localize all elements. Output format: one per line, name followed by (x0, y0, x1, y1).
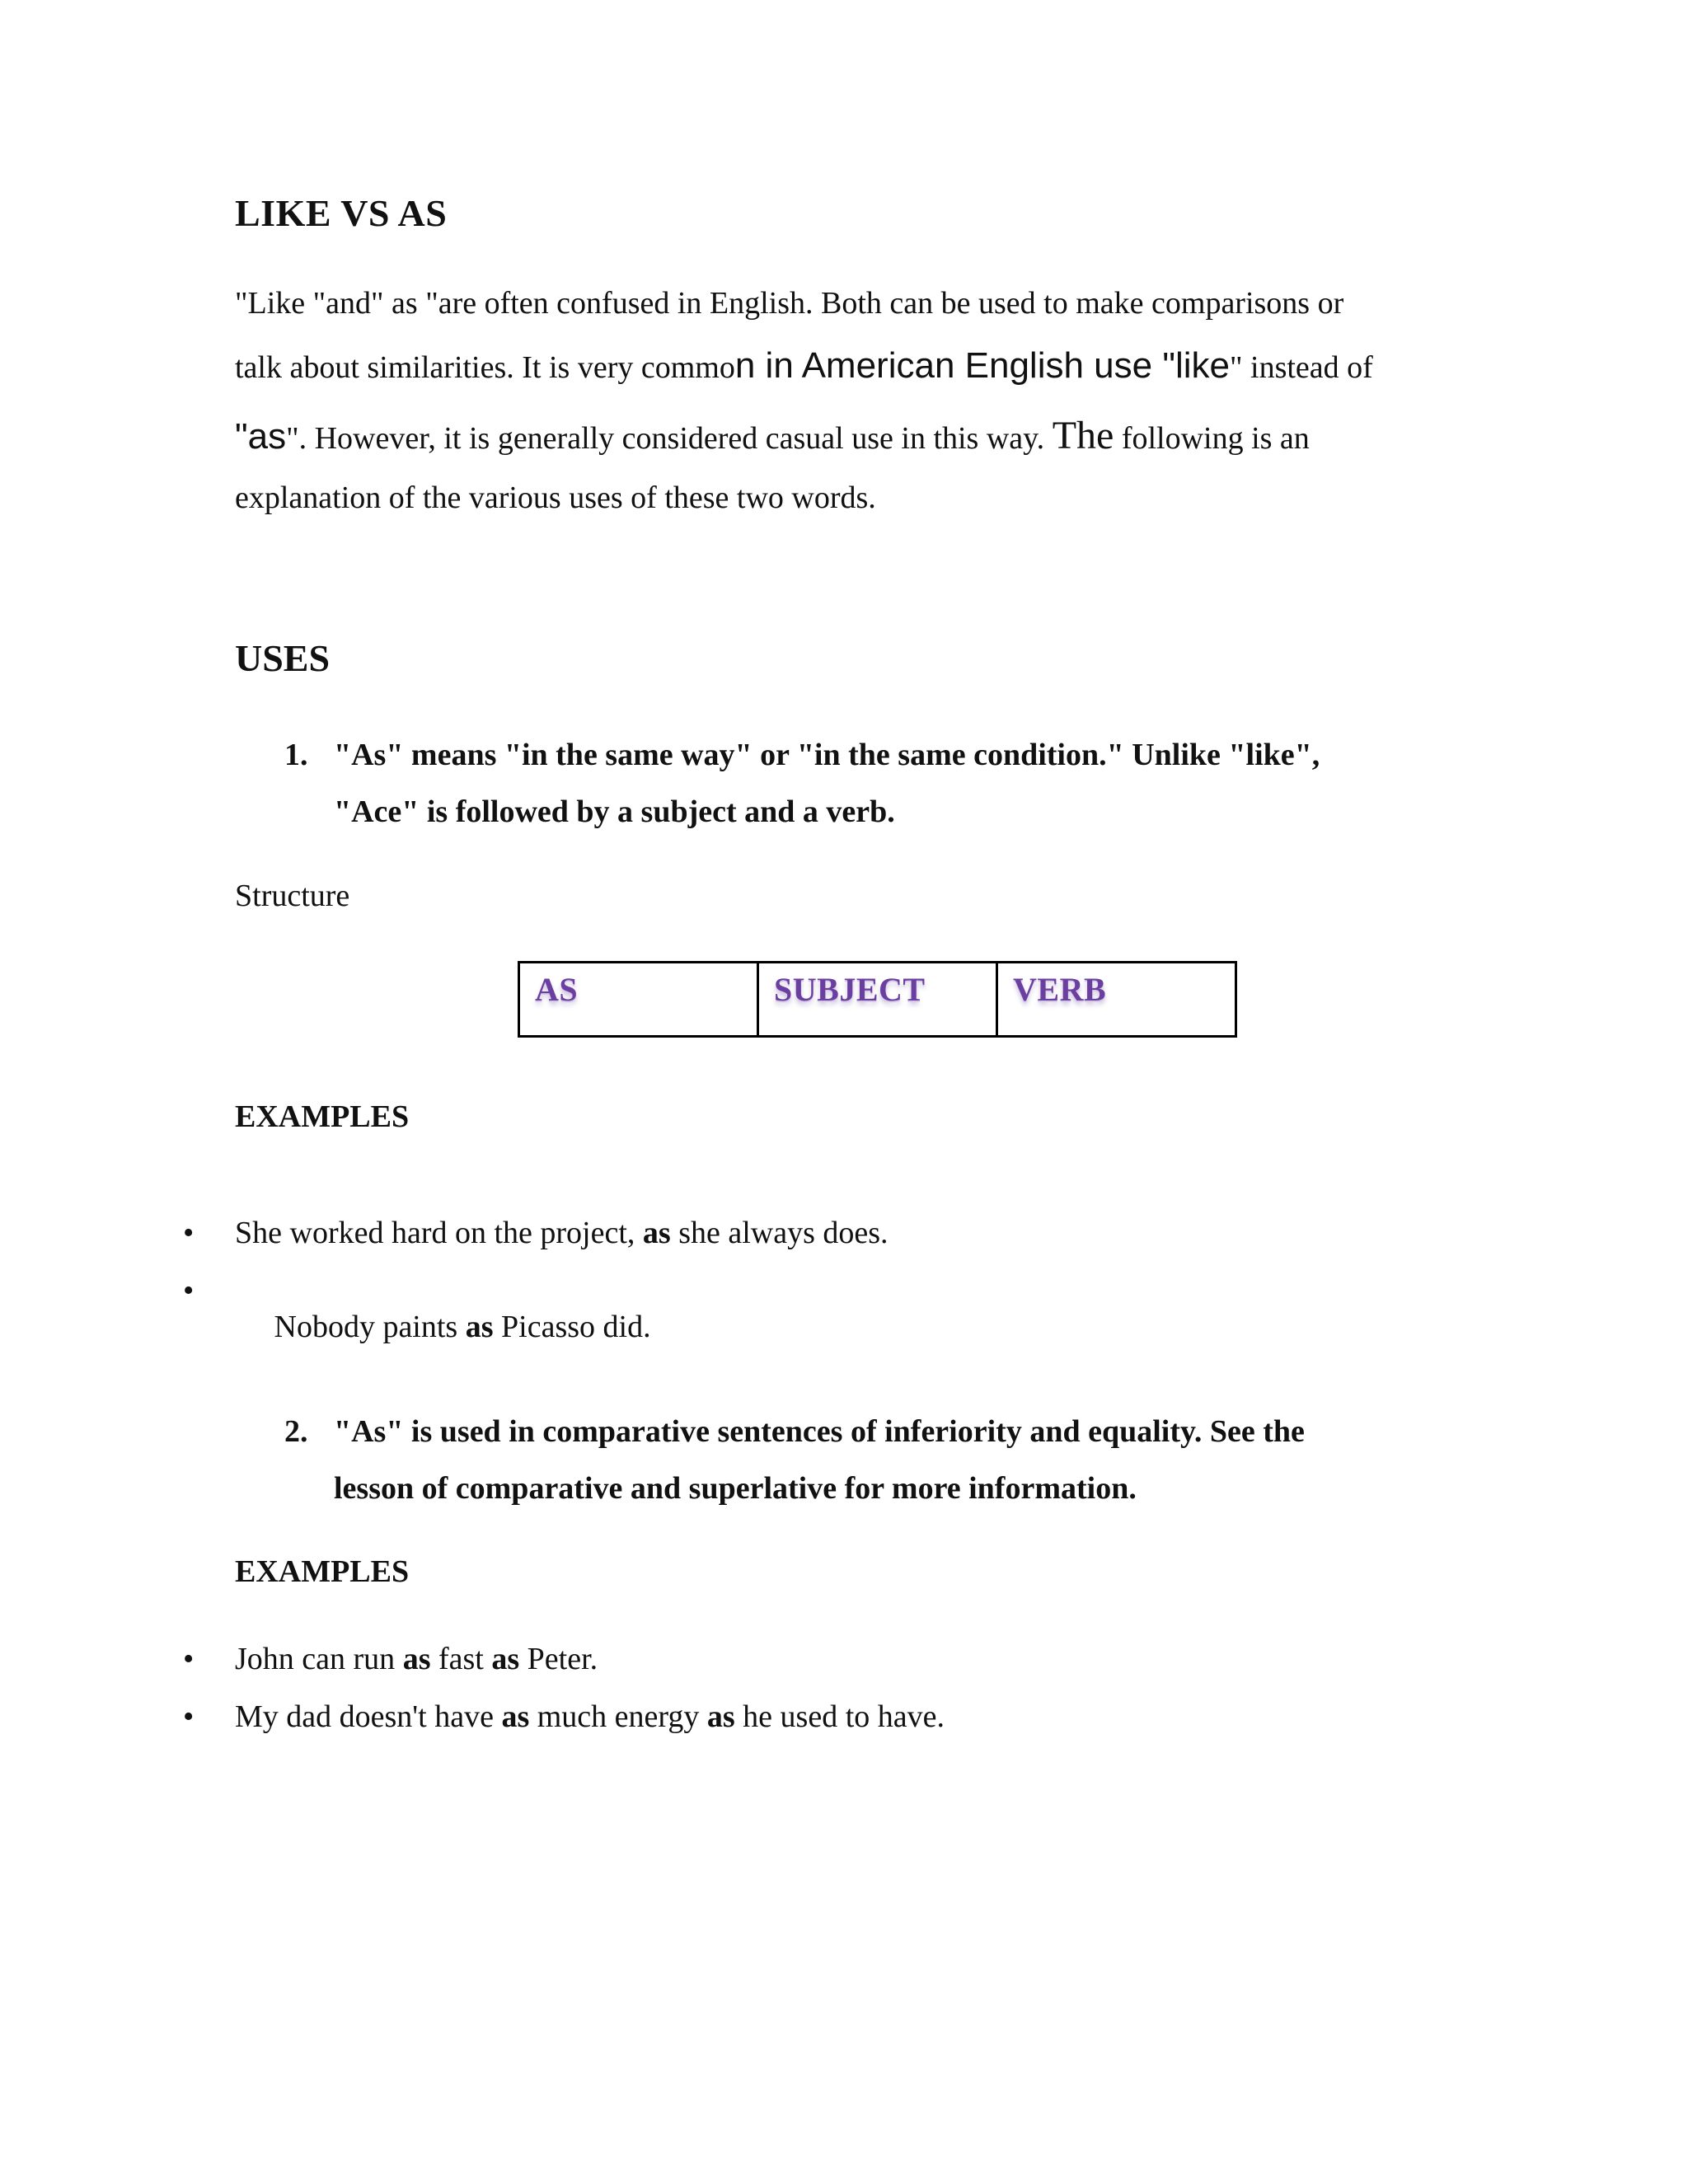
example-text: Peter. (519, 1642, 598, 1676)
structure-cell-verb (997, 963, 1236, 1037)
example-keyword: as (402, 1642, 431, 1676)
example-keyword: as (491, 1642, 520, 1676)
intro-line-4 (235, 480, 876, 518)
example-text: he used to have. (734, 1699, 945, 1734)
example-text: Nobody paints (266, 1310, 466, 1344)
examples-heading-2: EXAMPLES (235, 1554, 410, 1589)
section-heading-uses: USES (235, 637, 331, 679)
rule-1-line-1: "As" means "in the same way" or "in the same condition." Unlike "like", (334, 738, 1320, 772)
structure-cell-text: AS (535, 971, 579, 1008)
examples-heading-1: EXAMPLES (235, 1099, 410, 1134)
bullet-icon: • (183, 1699, 195, 1734)
intro-text: explanation of the various uses of these two words. (235, 480, 876, 515)
intro-line-2 (235, 344, 1373, 388)
example-text: Picasso did. (493, 1310, 651, 1344)
list-item (235, 1272, 651, 1381)
intro-text: ". However, it is generally considered casual use in this way. (286, 421, 1045, 456)
example-text: she always does. (670, 1216, 889, 1250)
rule-2-line-2: lesson of comparative and superlative for more information. (334, 1471, 1137, 1506)
bullet-icon: • (183, 1273, 195, 1308)
structure-cell-as (519, 963, 758, 1037)
rule-number-2: 2. (284, 1414, 308, 1449)
example-text: much energy (529, 1699, 707, 1734)
structure-table (518, 961, 1237, 1038)
list-item (235, 1215, 889, 1251)
example-text: John can run (235, 1642, 403, 1676)
example-keyword: as (706, 1699, 735, 1734)
list-item (235, 1699, 945, 1735)
intro-line-3 (235, 412, 1310, 460)
rule-number-1: 1. (284, 738, 308, 772)
example-keyword: as (465, 1310, 494, 1344)
example-text: She worked hard on the project, (235, 1216, 643, 1250)
bullet-icon: • (183, 1216, 195, 1250)
structure-cell-text: VERB (1013, 971, 1107, 1008)
intro-line-1 (235, 285, 1343, 323)
example-text: My dad doesn't have (235, 1699, 502, 1734)
intro-text-large: n in American English use "like (734, 345, 1230, 386)
structure-table-row (519, 963, 1236, 1037)
rule-2-line-1: "As" is used in comparative sentences of inferiority and equality. See the (334, 1414, 1305, 1449)
intro-text-large: The (1052, 414, 1114, 457)
intro-text: "Like "and" as "are often confused in English. Both can be used to make comparisons or (235, 286, 1344, 321)
intro-text: talk about similarities. It is very commo (235, 350, 735, 385)
list-item (235, 1641, 598, 1677)
page-title: LIKE VS AS (235, 192, 448, 234)
intro-text: following is an (1121, 421, 1310, 456)
example-keyword: as (501, 1699, 530, 1734)
structure-label: Structure (235, 879, 350, 913)
structure-cell-subject (758, 963, 997, 1037)
intro-text-large: "as (235, 416, 287, 457)
structure-cell-text: SUBJECT (774, 971, 926, 1008)
example-keyword: as (642, 1216, 671, 1250)
rule-1-line-2: "Ace" is followed by a subject and a verb. (334, 794, 895, 829)
intro-text: " instead of (1230, 350, 1373, 385)
example-text: fast (430, 1642, 492, 1676)
bullet-icon: • (183, 1642, 195, 1676)
